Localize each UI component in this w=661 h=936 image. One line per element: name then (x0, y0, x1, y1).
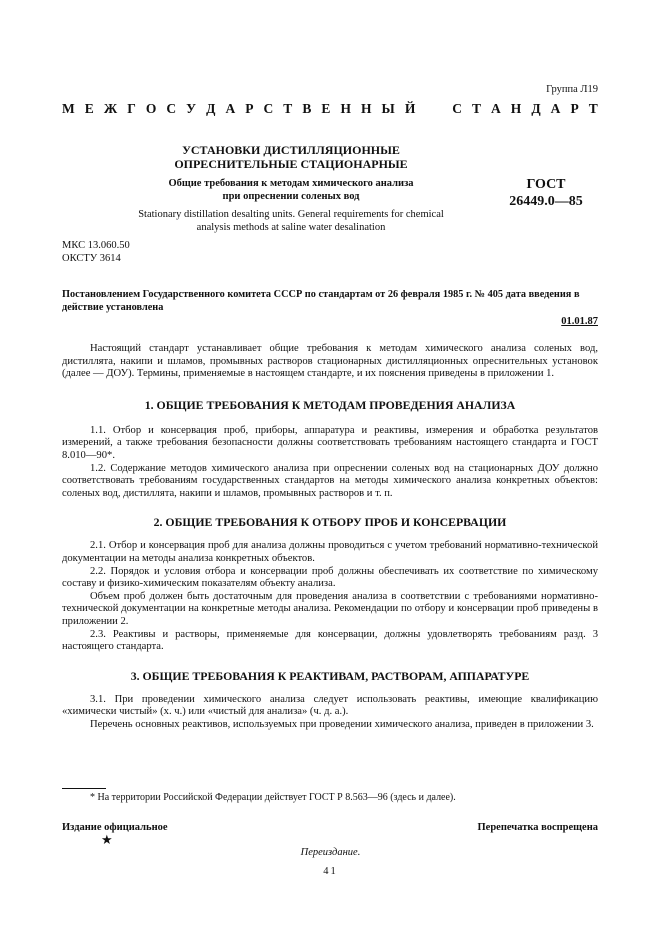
subtitle-line-2: при опреснении соленых вод (222, 190, 360, 202)
banner-letter: Й (404, 101, 416, 116)
footnote: * На территории Российской Федерации действует ГОСТ Р 8.563—96 (здесь и далее). (90, 792, 456, 803)
intro-paragraph: Настоящий стандарт устанавливает общие требования к методам химического анализа соленых вод, дистиллята, накипи и шламов, промывных растворов стационарных дистилляционных опреснительных установок (далее — ДОУ). Термины, применяемые в настоящем стандарте, и их пояснения приведены в приложении 1. (62, 343, 598, 380)
document-title (128, 143, 454, 171)
title-line-2: ОПРЕСНИТЕЛЬНЫЕ СТАЦИОНАРНЫЕ (174, 157, 408, 171)
banner-letter: С (452, 101, 462, 116)
paragraph-2-2: 2.2. Порядок и условия отбора и консервации проб должны обеспечивать их соответствие по химическому составу и физико-химическим показателям объекту анализа. (62, 565, 598, 590)
official-edition-label: Издание официальное (62, 822, 168, 833)
star-icon: ★ (101, 832, 113, 847)
banner-letter: А (491, 101, 501, 116)
banner-letter: С (166, 101, 177, 116)
gost-code: 26449.0—85 (509, 193, 583, 209)
okstu-code: ОКСТУ 3614 (62, 252, 121, 264)
reissue-label: Переиздание. (300, 847, 361, 858)
english-title-line-1: Stationary distillation desalting units. General requirements for chemical (138, 209, 444, 220)
banner-letter: О (145, 101, 157, 116)
classification-codes (62, 240, 130, 265)
banner-letter: Д (531, 101, 541, 116)
banner-letter: Г (127, 101, 136, 116)
banner-letter: Р (570, 101, 579, 116)
banner-gap (425, 103, 428, 116)
english-title (128, 209, 454, 234)
banner-letter: С (263, 101, 274, 116)
subtitle-line-1: Общие требования к методам химического анализа (168, 178, 414, 189)
page-number: 41 (323, 866, 338, 877)
banner-letter: В (302, 101, 312, 116)
banner-letter: Н (340, 101, 351, 116)
paragraph-2-3: 2.3. Реактивы и растворы, применяемые для консервации, должны удовлетворять требованиям разд. 3 настоящего стандарта. (62, 628, 598, 653)
footnote-divider (62, 788, 106, 789)
banner-letter: Т (471, 101, 481, 116)
banner-letter: Ж (103, 101, 118, 116)
banner-letter: М (62, 101, 75, 116)
paragraph-2-1: 2.1. Отбор и консервация проб для анализа должны проводиться с учетом требований нормативно-технической документации на методы анализа конкретных объектов. (62, 540, 598, 564)
mks-code: МКС 13.060.50 (62, 240, 130, 251)
banner-letter: Р (245, 101, 254, 116)
banner-letter: Е (321, 101, 331, 116)
banner-letter: Е (84, 101, 94, 116)
gost-number (496, 177, 596, 210)
effective-date: 01.01.87 (561, 316, 598, 327)
paragraph-1-1: 1.1. Отбор и консервация проб, приборы, аппаратура и реактивы, измерения и обработка результатов измерений, а также требования безопасности должны соответствовать требованиям настоящего стандарта и ГОСТ 8.010—90*. (62, 424, 598, 461)
banner-letter: Т (283, 101, 293, 116)
banner-letter: Н (360, 101, 372, 116)
paragraph-2-2-volume: Объем проб должен быть достаточным для проведения анализа в соответствии с требованиями нормативно-технической документации на конкретные методы анализа. Рекомендации по отбору и консервации проб приведены в приложении 2. (62, 590, 598, 627)
banner-letter: Д (206, 101, 216, 116)
standard-banner (62, 103, 598, 116)
banner-letter: А (225, 101, 236, 116)
gost-label: ГОСТ (526, 177, 566, 192)
section-1-heading: 1. ОБЩИЕ ТРЕБОВАНИЯ К МЕТОДАМ ПРОВЕДЕНИЯ АНАЛИЗА (144, 397, 516, 412)
decree-text: Постановлением Государственного комитета СССР по стандартам от 26 февраля 1985 г. № 405 дата введения в действие установлена (62, 289, 580, 313)
banner-letter: Т (588, 101, 598, 116)
paragraph-3-1: 3.1. При проведении химического анализа следует использовать реактивы, имеющие квалификацию «химически чистый» (х. ч.) или «чистый для анализа» (ч. д. а.). (62, 693, 598, 718)
title-line-1: УСТАНОВКИ ДИСТИЛЛЯЦИОННЫЕ (182, 143, 400, 157)
group-code: Группа Л19 (546, 84, 598, 95)
banner-gap (439, 103, 442, 116)
section-2-heading: 2. ОБЩИЕ ТРЕБОВАНИЯ К ОТБОРУ ПРОБ И КОНСЕРВАЦИИ (153, 515, 507, 530)
banner-letter: Ы (381, 101, 395, 116)
banner-letter: Н (510, 101, 522, 116)
banner-letter: А (550, 101, 561, 116)
reprint-prohibited-label: Перепечатка воспрещена (477, 822, 598, 833)
paragraph-1-2: 1.2. Содержание методов химического анализа при опреснении соленых вод на стационарных ДОУ должно соответствовать требованиям государственных стандартов на методы химического анализа конкретных объектов: соленых вод, дистиллята, накипи и шламов, промывных растворов и т. п. (62, 462, 598, 499)
document-subtitle (128, 178, 454, 203)
paragraph-3-1-list: Перечень основных реактивов, используемых при проведении химического анализа, приведен в приложении 3. (90, 718, 594, 730)
english-title-line-2: analysis methods at saline water desalination (196, 221, 386, 233)
section-3-heading: 3. ОБЩИЕ ТРЕБОВАНИЯ К РЕАКТИВАМ, РАСТВОРАМ, АППАРАТУРЕ (130, 668, 530, 683)
document-body (62, 343, 598, 731)
banner-letter: У (186, 101, 197, 116)
